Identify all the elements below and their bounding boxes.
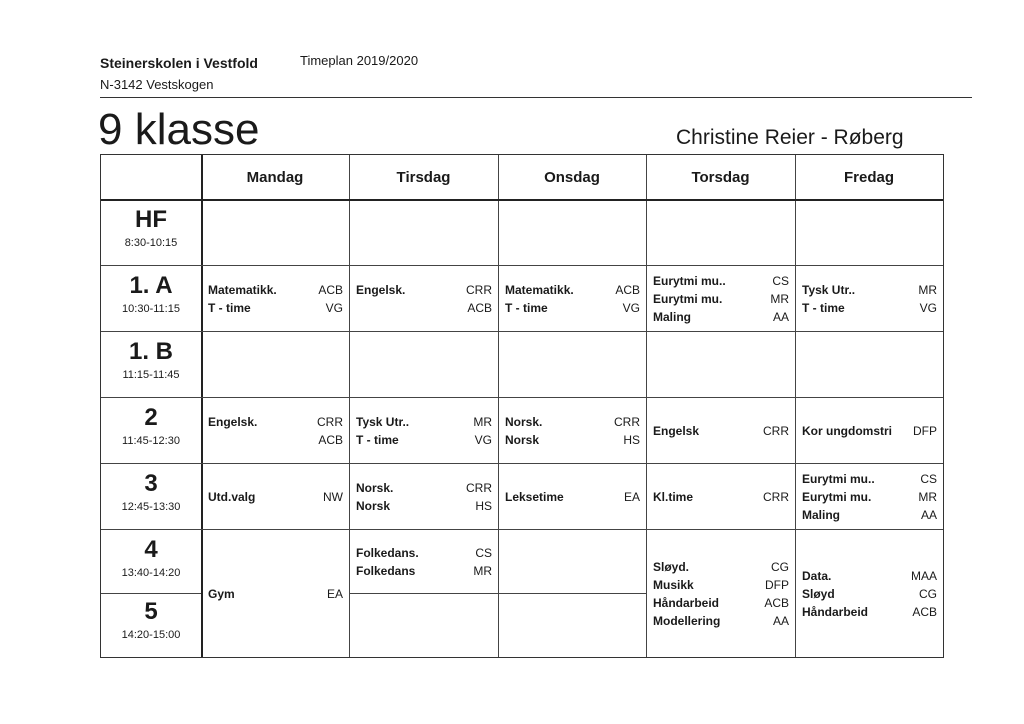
- teacher-code: CS: [772, 273, 789, 288]
- period-hf: [101, 207, 201, 249]
- teacher-code: MR: [473, 563, 492, 578]
- plan-title: Timeplan 2019/2020: [300, 53, 419, 68]
- cell-2-onsdag: [499, 398, 646, 463]
- cell-2-tirsdag: [350, 398, 498, 463]
- teacher-code: MR: [918, 282, 937, 297]
- subject: Kor ungdomstri: [802, 423, 892, 438]
- subject: Matematikk.: [505, 282, 574, 297]
- teacher-code: CRR: [763, 423, 789, 438]
- subject: T - time: [208, 300, 251, 315]
- period-name: 2: [144, 404, 158, 431]
- teacher-code: NW: [323, 489, 343, 504]
- period-name: 5: [144, 598, 158, 625]
- teacher-code: EA: [326, 586, 343, 601]
- period-1b: [101, 339, 201, 381]
- row-divider: [101, 593, 201, 594]
- teacher-code: MR: [770, 291, 789, 306]
- subject: Matematikk.: [208, 282, 277, 297]
- period-3: [101, 471, 201, 513]
- period-time: 12:45-13:30: [121, 501, 181, 513]
- day-header-onsdag: Onsdag: [544, 168, 600, 186]
- subject: Data.: [802, 568, 832, 583]
- subject: Modellering: [653, 613, 721, 628]
- teacher-code: HS: [475, 498, 492, 513]
- period-name: 3: [144, 470, 158, 497]
- teacher-code: CG: [919, 586, 937, 601]
- teacher-code: CS: [475, 545, 492, 560]
- subject: Kl.time: [653, 489, 694, 504]
- teacher-code: CRR: [466, 480, 492, 495]
- teacher-code: DFP: [765, 577, 789, 592]
- subject: Eurytmi mu.: [653, 291, 723, 306]
- period-time: 10:30-11:15: [122, 303, 180, 315]
- subject: Utd.valg: [208, 489, 256, 504]
- teacher-code: HS: [623, 432, 640, 447]
- period-name: 4: [144, 536, 158, 563]
- teacher-code: ACB: [615, 282, 640, 297]
- period-name: 1. B: [128, 338, 173, 365]
- cell-3-fredag: [796, 464, 943, 529]
- day-header-tirsdag: Tirsdag: [396, 168, 451, 186]
- period-time: 11:15-11:45: [122, 369, 180, 381]
- cell-2-torsdag: [647, 398, 795, 463]
- cell-3-onsdag: [499, 464, 646, 529]
- teacher-code: ACB: [912, 604, 937, 619]
- cell-45-fredag: [796, 530, 943, 657]
- teacher-code: VG: [325, 300, 343, 315]
- cell-3-mandag: [202, 464, 349, 529]
- subject: Musikk: [653, 577, 694, 592]
- teacher-code: ACB: [467, 300, 492, 315]
- teacher-code: AA: [772, 309, 789, 324]
- subject: Tysk Utr..: [356, 414, 410, 429]
- cell-3-torsdag: [647, 464, 795, 529]
- subject: Sløyd.: [653, 559, 690, 574]
- subject: Maling: [802, 507, 840, 522]
- period-4: [101, 537, 201, 579]
- subject: Håndarbeid: [802, 604, 869, 619]
- subject: Norsk.: [356, 480, 394, 495]
- row-divider: [101, 199, 943, 201]
- teacher-code: CRR: [466, 282, 492, 297]
- cell-1a-onsdag: [499, 266, 646, 331]
- subject: T - time: [356, 432, 399, 447]
- period-5: [101, 599, 201, 641]
- teacher-code: DFP: [913, 423, 937, 438]
- period-time: 13:40-14:20: [121, 567, 181, 579]
- day-header-mandag: Mandag: [246, 168, 304, 186]
- teacher-name: Christine Reier - Røberg: [676, 126, 904, 149]
- day-header-fredag: Fredag: [843, 168, 894, 186]
- subject: Engelsk.: [208, 414, 258, 429]
- row-divider: [349, 593, 646, 594]
- subject: Engelsk: [653, 423, 700, 438]
- subject: Gym: [208, 586, 235, 601]
- teacher-code: EA: [623, 489, 640, 504]
- teacher-code: CG: [771, 559, 789, 574]
- timetable: [100, 154, 944, 658]
- period-name: HF: [135, 206, 167, 233]
- cell-1a-fredag: [796, 266, 943, 331]
- teacher-code: CS: [920, 471, 937, 486]
- period-time: 14:20-15:00: [121, 629, 181, 641]
- cell-2-fredag: [796, 398, 943, 463]
- subject: Norsk.: [505, 414, 543, 429]
- teacher-code: VG: [622, 300, 640, 315]
- cell-3-tirsdag: [350, 464, 498, 529]
- subject: Norsk: [505, 432, 540, 447]
- subject: Folkedans.: [356, 545, 419, 560]
- cell-1a-tirsdag: [350, 266, 498, 331]
- teacher-code: ACB: [318, 282, 343, 297]
- teacher-code: CRR: [614, 414, 640, 429]
- school-address: N-3142 Vestskogen: [100, 77, 214, 92]
- teacher-code: AA: [920, 507, 937, 522]
- period-name: 1. A: [129, 272, 173, 299]
- period-1a: [101, 273, 201, 315]
- cell-1a-torsdag: [647, 266, 795, 331]
- day-header-torsdag: Torsdag: [691, 168, 750, 186]
- teacher-code: ACB: [764, 595, 789, 610]
- period-2: [101, 405, 201, 447]
- subject: T - time: [505, 300, 548, 315]
- subject: Maling: [653, 309, 691, 324]
- cell-2-mandag: [202, 398, 349, 463]
- teacher-code: CRR: [317, 414, 343, 429]
- subject: Norsk: [356, 498, 391, 513]
- subject: Tysk Utr..: [802, 282, 856, 297]
- subject: Leksetime: [505, 489, 564, 504]
- subject: Eurytmi mu..: [653, 273, 726, 288]
- teacher-code: CRR: [763, 489, 789, 504]
- subject: Eurytmi mu..: [802, 471, 875, 486]
- cell-4-tirsdag: [350, 530, 498, 593]
- period-time: 8:30-10:15: [124, 237, 178, 249]
- subject: T - time: [802, 300, 845, 315]
- teacher-code: MR: [473, 414, 492, 429]
- teacher-code: MR: [918, 489, 937, 504]
- teacher-code: VG: [474, 432, 492, 447]
- cell-45-mandag: [202, 530, 349, 657]
- subject: Engelsk.: [356, 282, 406, 297]
- school-name: Steinerskolen i Vestfold: [100, 55, 258, 71]
- class-name: 9 klasse: [98, 105, 260, 154]
- subject: Eurytmi mu.: [802, 489, 872, 504]
- teacher-code: ACB: [318, 432, 343, 447]
- teacher-code: VG: [919, 300, 937, 315]
- subject: Sløyd: [802, 586, 835, 601]
- teacher-code: AA: [772, 613, 789, 628]
- cell-45-torsdag: [647, 530, 795, 657]
- header-divider: [100, 97, 972, 98]
- subject: Håndarbeid: [653, 595, 720, 610]
- cell-1a-mandag: [202, 266, 349, 331]
- row-divider: [101, 331, 943, 332]
- subject: Folkedans: [356, 563, 416, 578]
- period-time: 11:45-12:30: [122, 435, 180, 447]
- teacher-code: MAA: [910, 568, 937, 583]
